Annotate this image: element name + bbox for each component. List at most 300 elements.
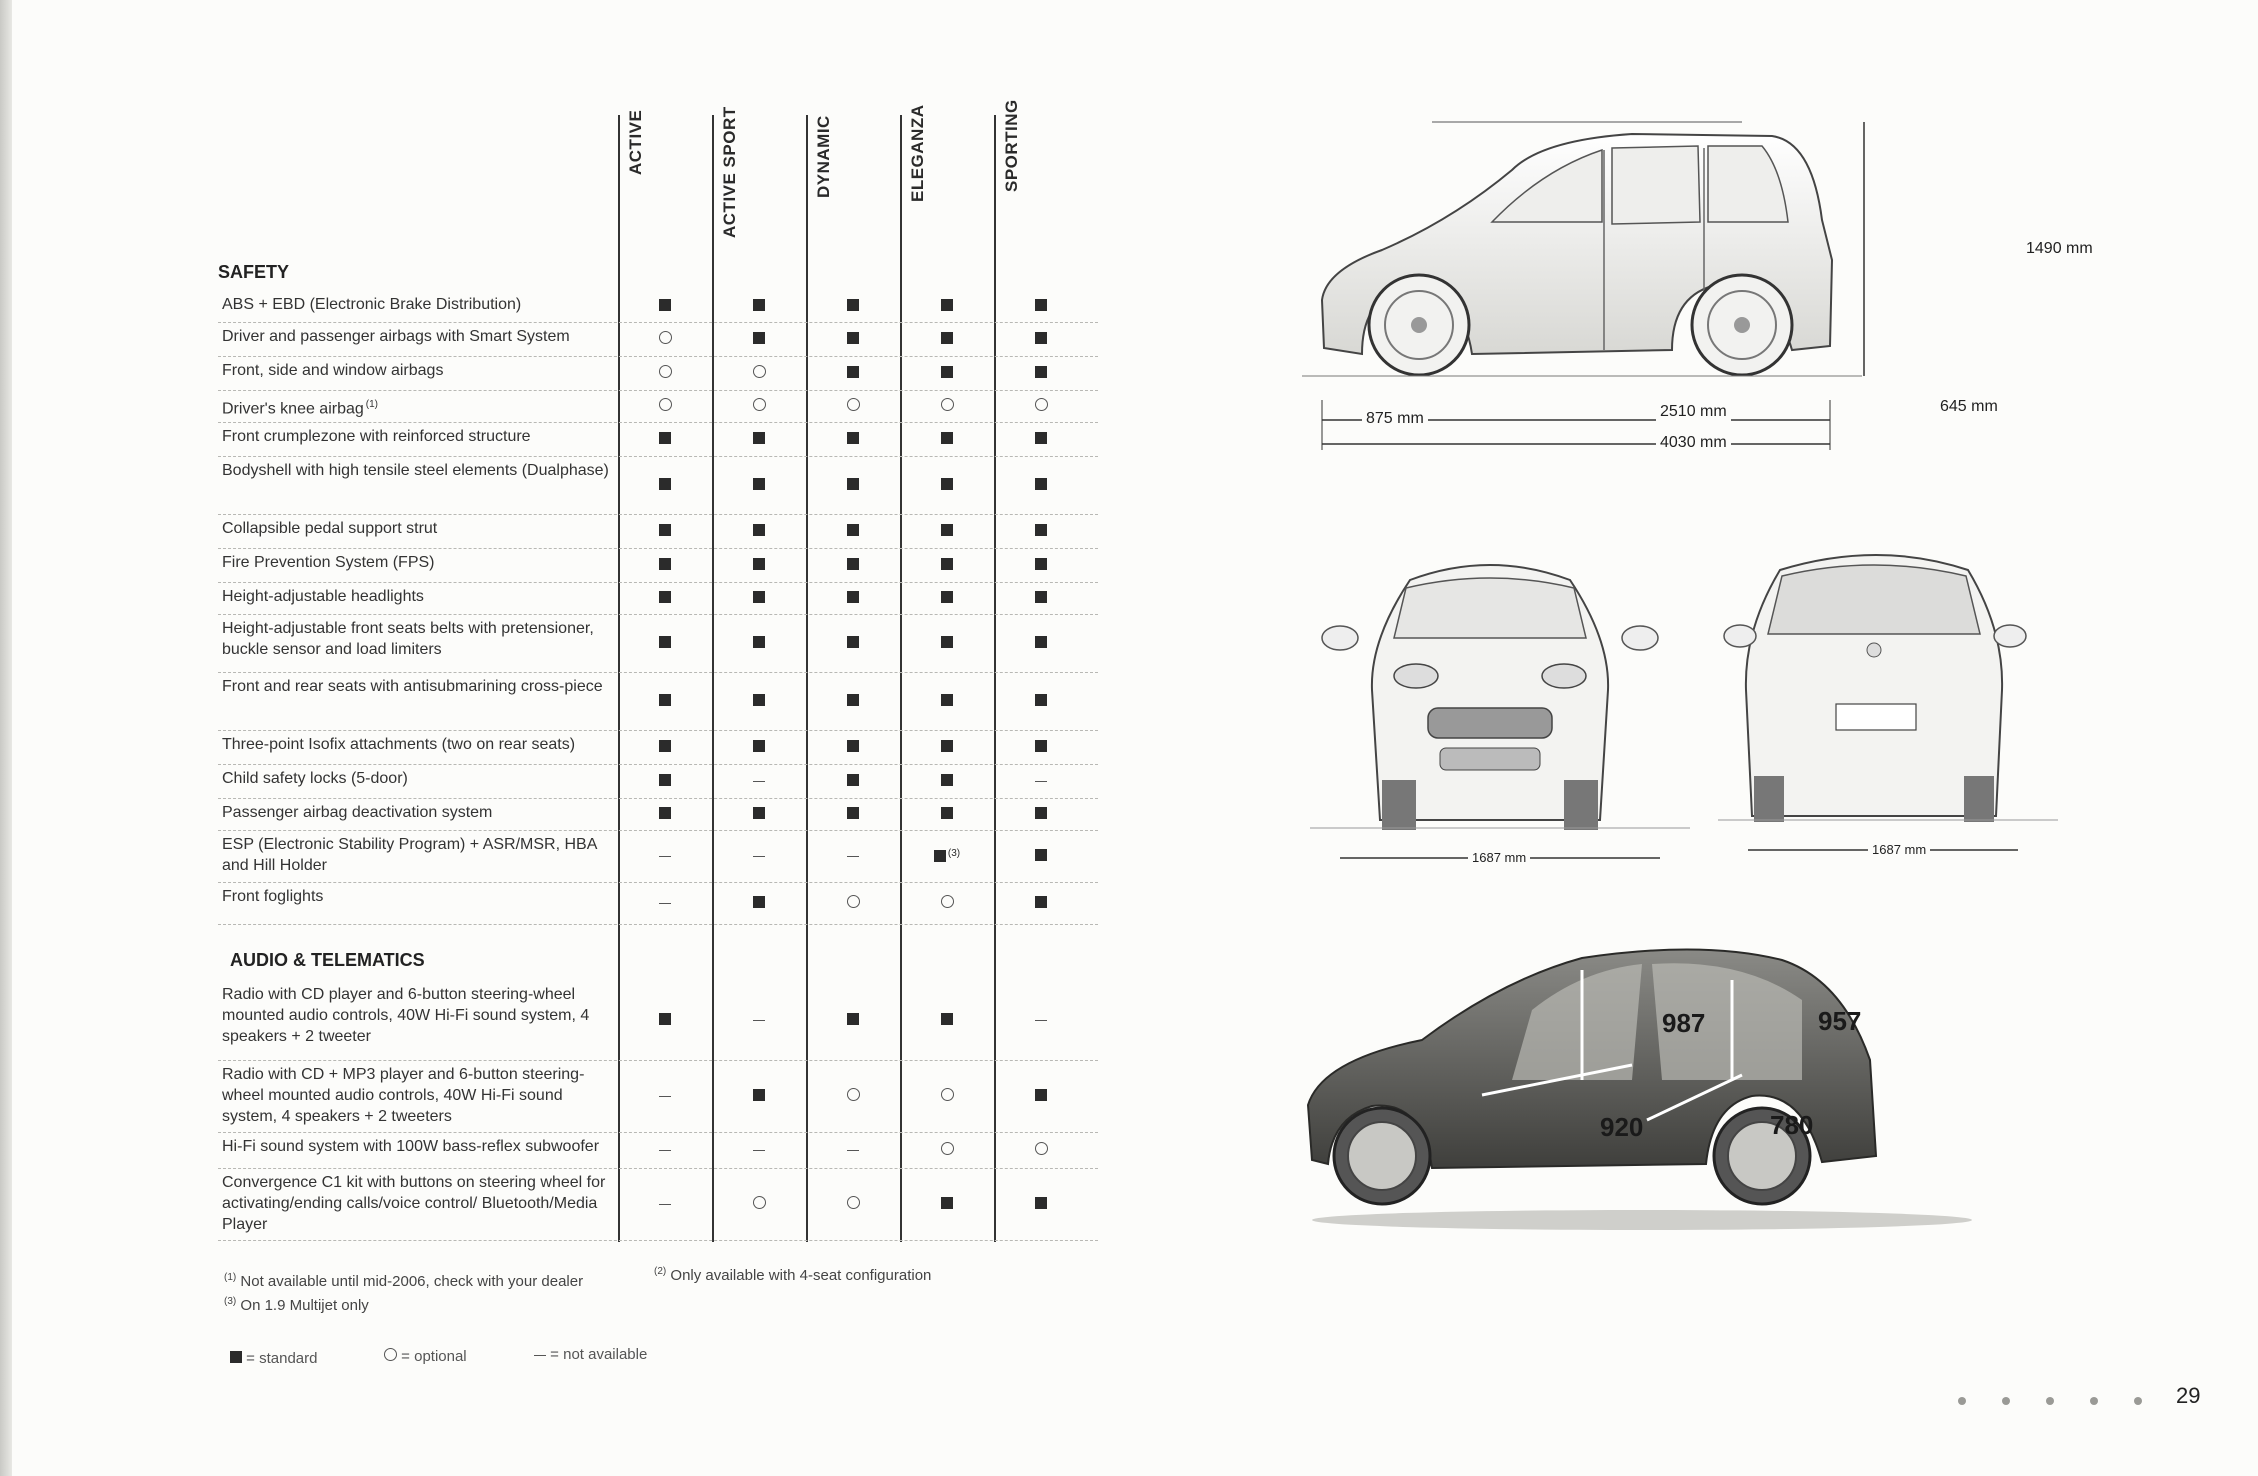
table-cell [900, 431, 994, 449]
table-cell [618, 477, 712, 495]
standard-marker-icon [659, 432, 671, 444]
standard-marker-icon [847, 591, 859, 603]
standard-marker-icon [659, 1013, 671, 1025]
row-label [222, 1136, 622, 1157]
table-row [218, 514, 1098, 549]
standard-marker-icon [847, 807, 859, 819]
table-row [218, 356, 1098, 391]
standard-marker-icon [659, 740, 671, 752]
table-cell [712, 806, 806, 824]
table-cell [994, 1012, 1088, 1030]
standard-marker-icon [230, 1351, 242, 1363]
standard-marker-icon [1035, 524, 1047, 536]
standard-marker-icon [753, 740, 765, 752]
table-cell [712, 1012, 806, 1030]
standard-marker-icon [1035, 332, 1047, 344]
standard-marker-icon [659, 636, 671, 648]
row-label-text: Hi-Fi sound system with 100W bass-reflex subwoofer [222, 1138, 600, 1155]
table-cell [712, 1142, 806, 1160]
standard-marker-icon [847, 299, 859, 311]
table-cell [994, 895, 1088, 913]
standard-marker-icon [753, 478, 765, 490]
section-title-audio: AUDIO & TELEMATICS [230, 950, 425, 970]
table-cell [712, 477, 806, 495]
row-label-text: Collapsible pedal support strut [222, 520, 438, 537]
standard-marker-icon [1035, 1089, 1047, 1101]
dot-icon [2134, 1397, 2142, 1405]
not-available-marker-icon [659, 903, 671, 904]
dot-icon [2002, 1397, 2010, 1405]
standard-marker-icon [753, 694, 765, 706]
footnote-text: Not available until mid-2006, check with your dealer [240, 1273, 584, 1290]
table-cell [994, 477, 1088, 495]
row-label [222, 552, 622, 573]
brochure-page [12, 0, 2258, 1476]
interior-front-headroom: 987 [1662, 1008, 1706, 1038]
standard-marker-icon [847, 1013, 859, 1025]
standard-marker-icon [659, 558, 671, 570]
standard-marker-icon [753, 558, 765, 570]
table-cell [900, 477, 994, 495]
not-available-marker-icon [659, 1150, 671, 1151]
standard-marker-icon [753, 299, 765, 311]
table-cell [806, 848, 900, 866]
table-cell [900, 1012, 994, 1030]
table-cell [618, 1012, 712, 1030]
standard-marker-icon [941, 591, 953, 603]
car-front-view-drawing [1310, 540, 1690, 870]
standard-marker-icon [1035, 478, 1047, 490]
standard-marker-icon [847, 478, 859, 490]
table-cell [712, 1088, 806, 1106]
standard-marker-icon [934, 850, 946, 862]
row-label-text: ABS + EBD (Electronic Brake Distribution) [222, 296, 522, 313]
not-available-marker-icon [753, 1150, 765, 1151]
table-cell [900, 635, 994, 653]
standard-marker-icon [659, 807, 671, 819]
standard-marker-icon [1035, 807, 1047, 819]
standard-marker-icon [941, 478, 953, 490]
standard-marker-icon [941, 807, 953, 819]
standard-marker-icon [659, 524, 671, 536]
standard-marker-icon [1035, 366, 1047, 378]
optional-marker-icon [941, 1142, 954, 1155]
table-cell [618, 365, 712, 383]
table-cell [618, 557, 712, 575]
dot-icon [2046, 1397, 2054, 1405]
interior-rear-legroom: 780 [1770, 1110, 1814, 1140]
optional-marker-icon [659, 331, 672, 344]
table-cell [618, 773, 712, 791]
row-label-text: Child safety locks (5-door) [222, 770, 408, 787]
table-cell [900, 523, 994, 541]
dimension-rear-overhang: 645 mm [1936, 398, 2002, 416]
dimension-front-overhang: 875 mm [1362, 410, 1428, 428]
table-cell [900, 331, 994, 349]
table-cell [618, 1142, 712, 1160]
row-label [222, 360, 622, 381]
table-row [218, 1168, 1098, 1241]
table-cell [900, 365, 994, 383]
not-available-marker-icon [1035, 781, 1047, 782]
table-cell [618, 806, 712, 824]
optional-marker-icon [753, 365, 766, 378]
table-row [218, 582, 1098, 615]
table-cell [712, 895, 806, 913]
legend-label: = not available [550, 1346, 648, 1363]
table-row [218, 764, 1098, 799]
standard-marker-icon [659, 478, 671, 490]
footnote-mark: (3) [224, 1296, 237, 1307]
standard-marker-icon [753, 807, 765, 819]
table-cell [806, 806, 900, 824]
table-cell [618, 590, 712, 608]
not-available-marker-icon [753, 781, 765, 782]
footnote-mark: (1) [224, 1272, 237, 1283]
not-available-marker-icon [534, 1355, 546, 1356]
page-dots [1958, 1392, 2178, 1410]
footnote-text: On 1.9 Multijet only [240, 1297, 369, 1314]
dot-icon [1958, 1397, 1966, 1405]
table-cell [712, 557, 806, 575]
table-cell [712, 523, 806, 541]
legend-label: = standard [246, 1350, 318, 1367]
page-gutter [0, 0, 12, 1476]
standard-marker-icon [753, 432, 765, 444]
row-label [222, 886, 622, 907]
table-row [218, 1060, 1098, 1133]
footnote-mark: (3) [947, 848, 961, 859]
column-header-dynamic: DYNAMIC [814, 115, 833, 198]
standard-marker-icon [847, 636, 859, 648]
standard-marker-icon [1035, 299, 1047, 311]
row-label-text: Passenger airbag deactivation system [222, 804, 493, 821]
table-cell [712, 1196, 806, 1214]
standard-marker-icon [847, 366, 859, 378]
standard-marker-icon [847, 774, 859, 786]
row-label [222, 834, 622, 876]
table-cell [806, 398, 900, 416]
table-cell [806, 431, 900, 449]
table-row [218, 672, 1098, 731]
table-cell [712, 590, 806, 608]
footnote-2 [652, 1266, 931, 1284]
row-label [222, 518, 622, 539]
standard-marker-icon [753, 636, 765, 648]
legend-label: = optional [401, 1348, 467, 1365]
table-cell [900, 1088, 994, 1106]
row-label [222, 460, 622, 481]
footnote-1 [222, 1272, 583, 1290]
table-cell [900, 848, 994, 867]
table-cell [994, 431, 1088, 449]
table-cell [806, 557, 900, 575]
table-cell [618, 331, 712, 349]
table-cell [618, 1088, 712, 1106]
dimension-front-track: 1687 mm [1468, 850, 1530, 865]
table-cell [618, 848, 712, 866]
standard-marker-icon [1035, 591, 1047, 603]
standard-marker-icon [941, 1197, 953, 1209]
table-cell [712, 398, 806, 416]
not-available-marker-icon [659, 856, 671, 857]
table-cell [806, 739, 900, 757]
table-row [218, 882, 1098, 925]
table-cell [806, 693, 900, 711]
optional-marker-icon [847, 1088, 860, 1101]
standard-marker-icon [1035, 896, 1047, 908]
dimension-rear-track: 1687 mm [1868, 842, 1930, 857]
row-label-text: Convergence C1 kit with buttons on steering wheel for activating/ending calls/voice control/ Bluetooth/Media Player [222, 1174, 606, 1233]
standard-marker-icon [1035, 636, 1047, 648]
table-cell [618, 398, 712, 416]
standard-marker-icon [941, 558, 953, 570]
standard-marker-icon [1035, 849, 1047, 861]
table-cell [806, 477, 900, 495]
standard-marker-icon [1035, 558, 1047, 570]
footnote-mark: (1) [365, 399, 379, 410]
row-label-text: Front, side and window airbags [222, 362, 444, 379]
page-number: 29 [2176, 1383, 2201, 1408]
standard-marker-icon [941, 694, 953, 706]
table-row [218, 614, 1098, 673]
optional-marker-icon [753, 1196, 766, 1209]
not-available-marker-icon [1035, 1020, 1047, 1021]
row-label-text: Height-adjustable headlights [222, 588, 424, 605]
table-row [218, 730, 1098, 765]
row-label-text: Height-adjustable front seats belts with pretensioner, buckle sensor and load limiters [222, 620, 594, 658]
row-label-text: Front crumplezone with reinforced structure [222, 428, 531, 445]
table-cell [994, 1196, 1088, 1214]
column-header-active: ACTIVE [626, 109, 645, 175]
table-cell [900, 895, 994, 913]
dimension-wheelbase: 2510 mm [1656, 403, 1731, 421]
row-label-text: ESP (Electronic Stability Program) + ASR/MSR, HBA and Hill Holder [222, 836, 597, 874]
table-cell [712, 693, 806, 711]
table-cell [806, 298, 900, 316]
standard-marker-icon [1035, 740, 1047, 752]
footnote-mark: (2) [654, 1266, 667, 1277]
table-cell [712, 365, 806, 383]
table-cell [618, 635, 712, 653]
table-cell [712, 331, 806, 349]
row-label [222, 426, 622, 447]
table-cell [900, 298, 994, 316]
table-cell [994, 398, 1088, 416]
table-cell [900, 739, 994, 757]
not-available-marker-icon [659, 1204, 671, 1205]
table-cell [994, 298, 1088, 316]
optional-marker-icon [1035, 398, 1048, 411]
standard-marker-icon [941, 1013, 953, 1025]
standard-marker-icon [659, 591, 671, 603]
row-label [222, 326, 622, 347]
table-row [218, 422, 1098, 457]
interior-rear-headroom: 957 [1818, 1006, 1862, 1036]
table-cell [994, 1088, 1088, 1106]
column-header-active-sport: ACTIVE SPORT [720, 106, 739, 238]
legend-optional [384, 1348, 467, 1365]
standard-marker-icon [847, 432, 859, 444]
not-available-marker-icon [753, 1020, 765, 1021]
table-cell [618, 523, 712, 541]
standard-marker-icon [1035, 432, 1047, 444]
optional-marker-icon [941, 1088, 954, 1101]
table-cell [994, 365, 1088, 383]
table-cell [618, 895, 712, 913]
table-cell [994, 693, 1088, 711]
standard-marker-icon [659, 694, 671, 706]
row-label [222, 734, 622, 755]
row-label [222, 802, 622, 823]
standard-marker-icon [941, 366, 953, 378]
table-cell [900, 1142, 994, 1160]
table-cell [900, 1196, 994, 1214]
standard-marker-icon [1035, 694, 1047, 706]
table-cell [806, 331, 900, 349]
table-cell [806, 1142, 900, 1160]
row-label [222, 984, 622, 1047]
table-cell [618, 739, 712, 757]
standard-marker-icon [753, 1089, 765, 1101]
row-label [222, 676, 622, 697]
standard-marker-icon [753, 332, 765, 344]
standard-marker-icon [847, 694, 859, 706]
table-row [218, 798, 1098, 831]
row-label [222, 618, 622, 660]
row-label [222, 768, 622, 789]
standard-marker-icon [847, 524, 859, 536]
legend-not-available [534, 1346, 647, 1363]
standard-marker-icon [941, 299, 953, 311]
table-cell [994, 557, 1088, 575]
standard-marker-icon [847, 740, 859, 752]
table-cell [994, 331, 1088, 349]
table-row [218, 322, 1098, 357]
optional-marker-icon [659, 365, 672, 378]
table-cell [806, 365, 900, 383]
row-label-text: Radio with CD player and 6-button steering-wheel mounted audio controls, 40W Hi-Fi sound system, 4 speakers + 2 tweeter [222, 986, 590, 1045]
table-cell [900, 557, 994, 575]
standard-marker-icon [753, 896, 765, 908]
row-label-text: Fire Prevention System (FPS) [222, 554, 435, 571]
standard-marker-icon [659, 774, 671, 786]
standard-marker-icon [941, 432, 953, 444]
table-cell [618, 431, 712, 449]
standard-marker-icon [753, 591, 765, 603]
table-cell [900, 806, 994, 824]
standard-marker-icon [941, 740, 953, 752]
optional-marker-icon [847, 1196, 860, 1209]
section-title-safety: SAFETY [218, 262, 290, 282]
optional-marker-icon [847, 895, 860, 908]
table-cell [900, 773, 994, 791]
row-label-text: Bodyshell with high tensile steel elements (Dualphase) [222, 462, 609, 479]
table-cell [994, 773, 1088, 791]
row-label [222, 1064, 622, 1127]
table-cell [994, 739, 1088, 757]
optional-marker-icon [1035, 1142, 1048, 1155]
table-row [218, 830, 1098, 883]
table-row [218, 290, 1098, 323]
standard-marker-icon [941, 636, 953, 648]
row-label-text: Front foglights [222, 888, 324, 905]
not-available-marker-icon [753, 856, 765, 857]
table-cell [712, 848, 806, 866]
standard-marker-icon [941, 332, 953, 344]
row-label [222, 294, 622, 315]
car-interior-cutaway-drawing [1282, 940, 1972, 1240]
standard-marker-icon [753, 524, 765, 536]
optional-marker-icon [847, 398, 860, 411]
standard-marker-icon [847, 332, 859, 344]
footnote-3 [222, 1296, 369, 1314]
table-cell [994, 848, 1088, 866]
standard-marker-icon [941, 524, 953, 536]
table-cell [994, 590, 1088, 608]
dot-icon [2090, 1397, 2098, 1405]
row-label [222, 1172, 622, 1235]
optional-marker-icon [384, 1348, 397, 1361]
dimension-length: 4030 mm [1656, 434, 1731, 452]
table-cell [900, 590, 994, 608]
row-label-text: Driver's knee airbag [222, 400, 364, 418]
optional-marker-icon [941, 895, 954, 908]
table-row [218, 456, 1098, 515]
not-available-marker-icon [847, 1150, 859, 1151]
table-cell [712, 773, 806, 791]
table-cell [618, 1196, 712, 1214]
footnote-text: Only available with 4-seat configuration [670, 1267, 932, 1284]
table-cell [712, 431, 806, 449]
standard-marker-icon [1035, 1197, 1047, 1209]
table-cell [712, 739, 806, 757]
row-label-text: Front and rear seats with antisubmarining cross-piece [222, 678, 603, 695]
optional-marker-icon [659, 398, 672, 411]
table-cell [618, 298, 712, 316]
table-row [218, 1132, 1098, 1169]
row-label-text: Radio with CD + MP3 player and 6-button steering-wheel mounted audio controls, 40W Hi-Fi sound system, 4 speakers + 2 tweeters [222, 1066, 585, 1125]
table-row [218, 980, 1098, 1061]
optional-marker-icon [941, 398, 954, 411]
table-cell [994, 523, 1088, 541]
standard-marker-icon [941, 774, 953, 786]
row-label-text: Driver and passenger airbags with Smart System [222, 328, 570, 345]
not-available-marker-icon [659, 1096, 671, 1097]
table-cell [900, 398, 994, 416]
table-cell [618, 693, 712, 711]
optional-marker-icon [753, 398, 766, 411]
table-cell [900, 693, 994, 711]
table-cell [806, 1088, 900, 1106]
table-cell [994, 635, 1088, 653]
not-available-marker-icon [847, 856, 859, 857]
standard-marker-icon [847, 558, 859, 570]
table-cell [994, 1142, 1088, 1160]
table-cell [806, 773, 900, 791]
table-cell [806, 590, 900, 608]
table-row [218, 548, 1098, 583]
table-cell [806, 635, 900, 653]
table-cell [806, 1012, 900, 1030]
dimension-height: 1490 mm [2026, 240, 2093, 257]
table-cell [994, 806, 1088, 824]
column-header-sporting: SPORTING [1002, 99, 1021, 192]
table-row [218, 390, 1098, 423]
row-label [222, 586, 622, 607]
table-cell [806, 1196, 900, 1214]
standard-marker-icon [659, 299, 671, 311]
